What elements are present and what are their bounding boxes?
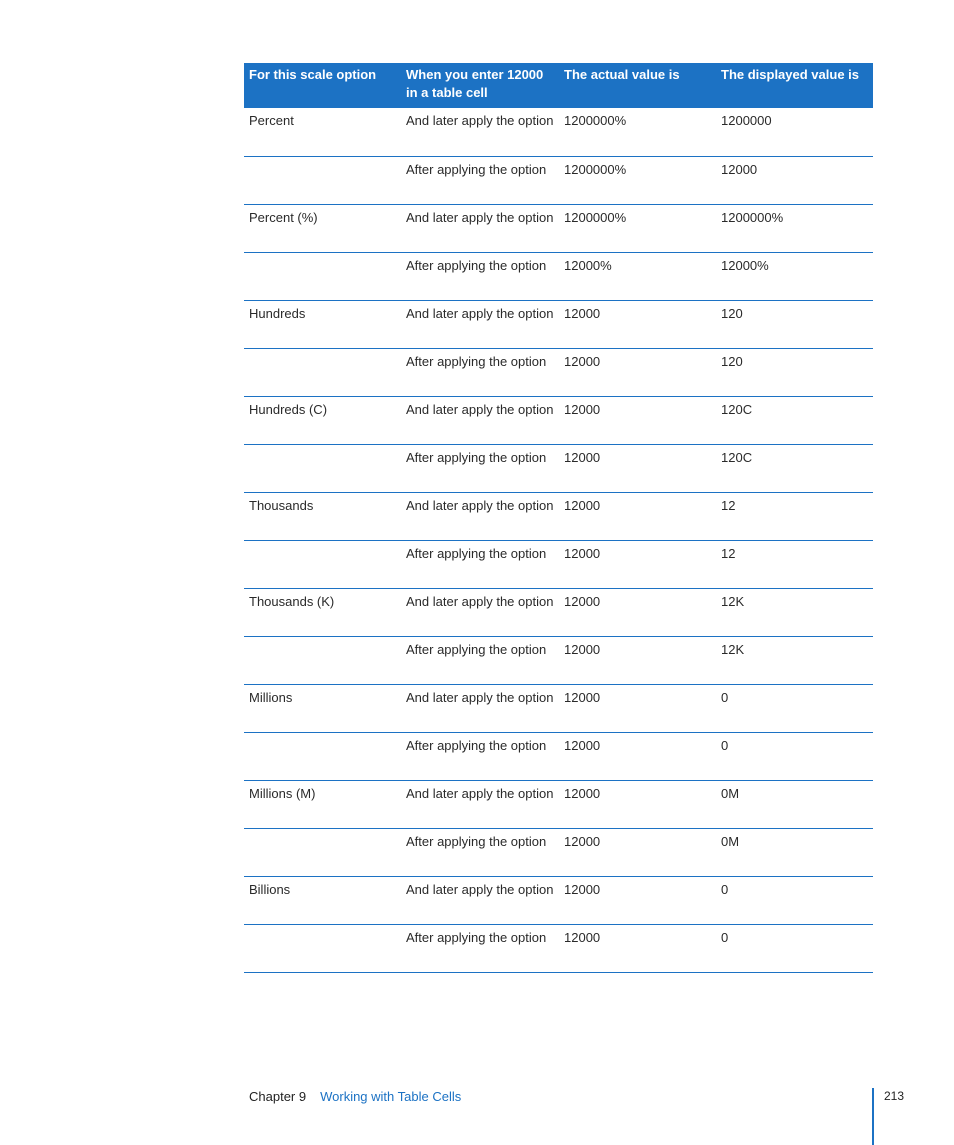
table-header-row: [244, 63, 873, 108]
cell-actual-value: 12000: [559, 396, 716, 444]
cell-displayed-value: 1200000: [716, 108, 873, 156]
cell-scale-option: Hundreds: [244, 300, 401, 348]
cell-displayed-value: 12000%: [716, 252, 873, 300]
cell-actual-value: 1200000%: [559, 156, 716, 204]
cell-scale-option: Percent: [244, 108, 401, 156]
cell-displayed-value: 12: [716, 492, 873, 540]
cell-displayed-value: 12: [716, 540, 873, 588]
header-enter-value: When you enter 12000 in a table cell: [401, 63, 559, 108]
cell-displayed-value: 0: [716, 924, 873, 972]
cell-enter-value: After applying the option: [401, 348, 559, 396]
table-body: [244, 108, 873, 972]
cell-enter-value: And later apply the option: [401, 876, 559, 924]
cell-actual-value: 12000: [559, 636, 716, 684]
cell-actual-value: 1200000%: [559, 204, 716, 252]
table-row: [244, 924, 873, 972]
cell-actual-value: 12000: [559, 444, 716, 492]
cell-enter-value: After applying the option: [401, 924, 559, 972]
table-row: [244, 828, 873, 876]
table-row: [244, 588, 873, 636]
cell-scale-option: Millions (M): [244, 780, 401, 828]
header-scale-option: For this scale option: [244, 63, 401, 108]
table-row: [244, 732, 873, 780]
chapter-label: Chapter 9: [249, 1089, 307, 1104]
cell-scale-option: [244, 540, 401, 588]
cell-displayed-value: 0M: [716, 828, 873, 876]
footer-divider: [872, 1088, 874, 1145]
cell-actual-value: 12000: [559, 540, 716, 588]
cell-displayed-value: 0M: [716, 780, 873, 828]
cell-actual-value: 12000%: [559, 252, 716, 300]
table-row: [244, 252, 873, 300]
cell-enter-value: And later apply the option: [401, 300, 559, 348]
cell-enter-value: After applying the option: [401, 636, 559, 684]
cell-enter-value: After applying the option: [401, 156, 559, 204]
cell-scale-option: [244, 636, 401, 684]
page-number: 213: [884, 1089, 905, 1103]
cell-enter-value: After applying the option: [401, 828, 559, 876]
table-header: [244, 63, 873, 108]
cell-actual-value: 12000: [559, 348, 716, 396]
cell-actual-value: 12000: [559, 492, 716, 540]
table-row: [244, 444, 873, 492]
table-row: [244, 108, 873, 156]
cell-actual-value: 12000: [559, 300, 716, 348]
cell-scale-option: Thousands: [244, 492, 401, 540]
cell-enter-value: After applying the option: [401, 732, 559, 780]
cell-scale-option: Billions: [244, 876, 401, 924]
cell-enter-value: After applying the option: [401, 540, 559, 588]
cell-enter-value: And later apply the option: [401, 780, 559, 828]
cell-displayed-value: 0: [716, 732, 873, 780]
table-row: [244, 684, 873, 732]
cell-enter-value: And later apply the option: [401, 492, 559, 540]
table-row: [244, 780, 873, 828]
cell-displayed-value: 12K: [716, 636, 873, 684]
table-row: [244, 348, 873, 396]
cell-displayed-value: 1200000%: [716, 204, 873, 252]
cell-scale-option: Thousands (K): [244, 588, 401, 636]
cell-actual-value: 12000: [559, 924, 716, 972]
cell-actual-value: 12000: [559, 828, 716, 876]
cell-displayed-value: 120C: [716, 444, 873, 492]
table-row: [244, 876, 873, 924]
cell-scale-option: [244, 252, 401, 300]
cell-actual-value: 1200000%: [559, 108, 716, 156]
cell-scale-option: [244, 444, 401, 492]
cell-enter-value: And later apply the option: [401, 204, 559, 252]
cell-actual-value: 12000: [559, 588, 716, 636]
cell-displayed-value: 0: [716, 876, 873, 924]
cell-scale-option: [244, 732, 401, 780]
chapter-title-link[interactable]: Working with Table Cells: [320, 1089, 462, 1104]
cell-displayed-value: 12000: [716, 156, 873, 204]
cell-actual-value: 12000: [559, 684, 716, 732]
cell-enter-value: After applying the option: [401, 444, 559, 492]
cell-enter-value: And later apply the option: [401, 588, 559, 636]
cell-displayed-value: 12K: [716, 588, 873, 636]
header-actual-value: The actual value is: [559, 63, 716, 108]
footer-chapter: [249, 1089, 461, 1104]
table-row: [244, 396, 873, 444]
cell-displayed-value: 120C: [716, 396, 873, 444]
cell-enter-value: And later apply the option: [401, 108, 559, 156]
cell-scale-option: [244, 828, 401, 876]
cell-scale-option: [244, 156, 401, 204]
cell-enter-value: After applying the option: [401, 252, 559, 300]
cell-actual-value: 12000: [559, 780, 716, 828]
cell-actual-value: 12000: [559, 732, 716, 780]
table-row: [244, 156, 873, 204]
cell-scale-option: [244, 924, 401, 972]
table-row: [244, 492, 873, 540]
cell-displayed-value: 120: [716, 300, 873, 348]
scale-options-table: [244, 63, 873, 973]
table-row: [244, 636, 873, 684]
cell-enter-value: And later apply the option: [401, 684, 559, 732]
cell-displayed-value: 0: [716, 684, 873, 732]
cell-actual-value: 12000: [559, 876, 716, 924]
cell-displayed-value: 120: [716, 348, 873, 396]
cell-scale-option: Percent (%): [244, 204, 401, 252]
table-row: [244, 300, 873, 348]
table-row: [244, 204, 873, 252]
table-row: [244, 540, 873, 588]
cell-enter-value: And later apply the option: [401, 396, 559, 444]
cell-scale-option: [244, 348, 401, 396]
cell-scale-option: Hundreds (C): [244, 396, 401, 444]
header-displayed-value: The displayed value is: [716, 63, 873, 108]
cell-scale-option: Millions: [244, 684, 401, 732]
